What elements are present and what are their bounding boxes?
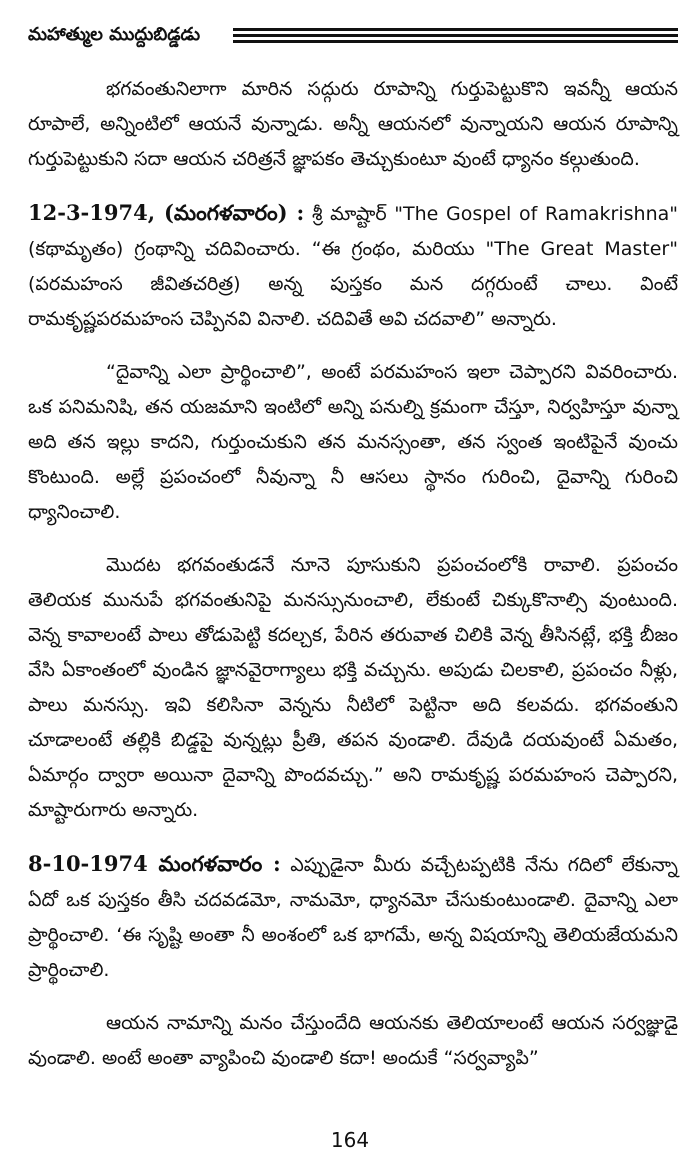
page-body: [28, 72, 678, 1094]
paragraph-text: ఆయన నామాన్ని మనం చేస్తుందేది ఆయనకు తెలియాలంటే ఆయన సర్వజ్ఞుడై వుండాలి. అంటే అంతా వ్యాపించి వుండాలి కదా! అందుకే “సర్వవ్యాపి”: [28, 1012, 678, 1069]
header-rule-line: [233, 40, 678, 43]
paragraph-text: భగవంతునిలాగా మారిన సద్గురు రూపాన్ని గుర్తుపెట్టుకొని ఇవన్నీ ఆయన రూపాలే, అన్నింటిలో ఆయనే వున్నాడు. అన్నీ ఆయనలో వున్నాయని ఆయన రూపాన్ని గుర్తుపెట్టుకుని సదా ఆయన చరిత్రనే జ్ఞాపకం తెచ్చుకుంటూ వుంటే ధ్యానం కల్గుతుంది.: [28, 78, 678, 170]
header-title: మహాత్ముల ముద్దుబిడ్డడు: [28, 24, 201, 45]
paragraph-3: [28, 355, 678, 530]
page-number: 164: [330, 1128, 370, 1152]
paragraph-text: మొదట భగవంతుడనే నూనె పూసుకుని ప్రపంచంలోకి రావాలి. ప్రపంచం తెలియక మునుపే భగవంతునిపై మనస్సునుంచాలి, లేకుంటే చిక్కుకొనాల్సి వుంటుంది. వెన్న కావాలంటే పాలు తోడుపెట్టి కదల్చక, పేరిన తరువాత చిలికి వెన్న తీసినట్లే, భక్తి బీజం వేసి ఏకాంతంలో వుండిన జ్ఞానవైరాగ్యాలు భక్తి వచ్చును. అపుడు చిలకాలి, ప్రపంచం నీళ్లు, పాలు మనస్సు. ఇవి కలిసినా వెన్నను నీటిలో పెట్టినా అది కలవదు. భగవంతుని చూడాలంటే తల్లికి బిడ్డపై వున్నట్లు ప్రీతి, తపన వుండాలి. దేవుడి దయవుంటే ఏమతం, ఏమార్గం ద్వారా అయినా దైవాన్ని పొందవచ్చు.” అని రామకృష్ణ పరమహంస చెప్పారని, మాష్టారుగారు అన్నారు.: [28, 554, 678, 821]
header-rule-lines: [233, 28, 678, 48]
paragraph-text: “దైవాన్ని ఎలా ప్రార్థించాలి”, అంటే పరమహంస ఇలా చెప్పారని వివరించారు. ఒక పనిమనిషి, తన యజమాని ఇంటిలో అన్ని పనుల్ని క్రమంగా చేస్తూ, నిర్వహిస్తూ వున్నా అది తన ఇల్లు కాదని, గుర్తుంచుకుని తన మనస్సంతా, తన స్వంత ఇంటిపైనే వుంచు కొంటుంది. అల్లే ప్రపంచంలో నీవున్నా నీ ఆసలు స్థానం గురించి, దైవాన్ని గురించి ధ్యానించాలి.: [28, 361, 678, 523]
paragraph-1: [28, 72, 678, 177]
entry-date: 12-3-1974, (మంగళవారం) :: [28, 200, 305, 225]
paragraph-5: [28, 846, 678, 988]
header-rule-line: [233, 28, 678, 31]
paragraph-4: [28, 548, 678, 828]
entry-date: 8-10-1974 మంగళవారం :: [28, 851, 281, 876]
running-header: [28, 18, 678, 52]
paragraph-6: [28, 1006, 678, 1076]
header-rule-line: [233, 34, 678, 37]
paragraph-2: [28, 195, 678, 337]
paragraph-text: ఎప్పుడైనా మీరు వచ్చేటప్పటికి నేను గదిలో లేకున్నా ఏదో ఒక పుస్తకం తీసి చదవడమో, నామమో, ధ్యానమో చేసుకుంటుండాలి. దైవాన్ని ఎలా ప్రార్థించాలి. ‘ఈ సృష్టి అంతా నీ అంశంలో ఒక భాగమే, అన్న విషయాన్ని తెలియజేయమని ప్రార్థించాలి.: [28, 854, 678, 981]
paragraph-text: శ్రీ మాష్టార్ "The Gospel of Ramakrishna" (కథామృతం) గ్రంథాన్ని చదివించారు. “ఈ గ్రంథం, మరియు "The Great Master" (పరమహంస జీవితచరిత్ర) అన్న పుస్తకం మన దగ్గరుంటే చాలు. వింటే రామకృష్ణపరమహంస చెప్పినవి వినాలి. చదివితే అవి చదవాలి” అన్నారు.: [28, 203, 678, 330]
